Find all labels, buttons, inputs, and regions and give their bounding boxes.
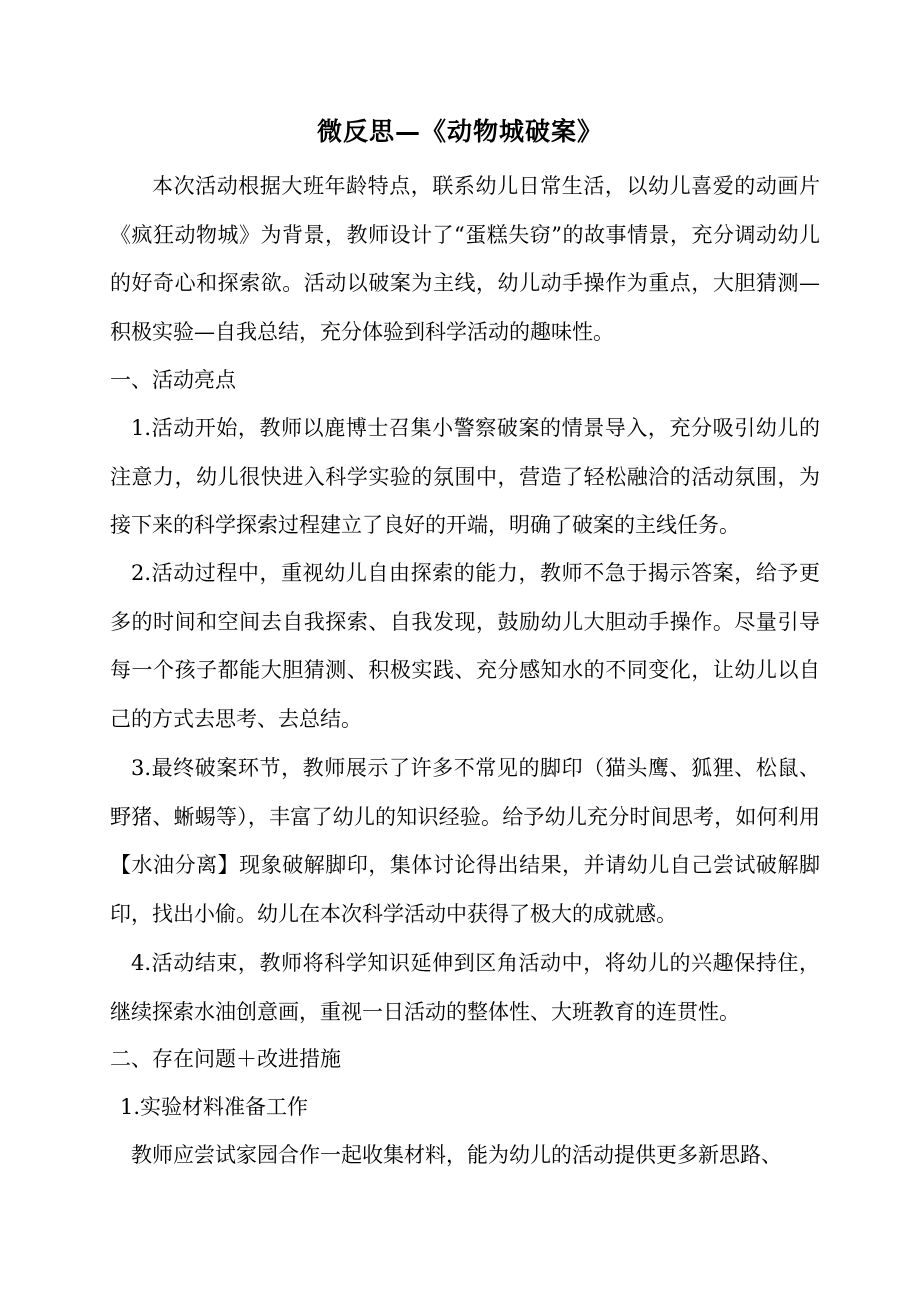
subheading-materials: 1.实验材料准备工作 <box>120 1095 309 1119</box>
intro-paragraph: 本次活动根据大班年龄特点，联系幼儿日常生活，以幼儿喜爱的动画片《疯狂动物城》为背景，教师设计了“蛋糕失窃”的故事情景，充分调动幼儿的好奇心和探索欲。活动以破案为主线，幼儿动手操作为重点，大胆猜测—积极实验—自我总结，充分体验到科学活动的趣味性。 <box>110 174 820 344</box>
highlight-item-4: 4.活动结束，教师将科学知识延伸到区角活动中，将幼儿的兴趣保持住，继续探索水油创意画，重视一日活动的整体性、大班教育的连贯性。 <box>110 951 820 1024</box>
document-title: 微反思—《动物城破案》 <box>316 117 603 146</box>
highlight-item-2: 2.活动过程中，重视幼儿自由探索的能力，教师不急于揭示答案，给予更多的时间和空间去自我探索、自我发现，鼓励幼儿大胆动手操作。尽量引导每一个孩子都能大胆猜测、积极实践、充分感知水的不同变化，让幼儿以自己的方式去思考、去总结。 <box>110 561 820 731</box>
section-heading-problems: 二、存在问题＋改进措施 <box>110 1047 341 1071</box>
section-heading-highlights: 一、活动亮点 <box>110 368 236 392</box>
materials-paragraph: 教师应尝试家园合作一起收集材料，能为幼儿的活动提供更多新思路、 <box>131 1143 782 1167</box>
highlight-item-3: 3.最终破案环节，教师展示了许多不常见的脚印（猫头鹰、狐狸、松鼠、野猪、蜥蜴等），丰富了幼儿的知识经验。给予幼儿充分时间思考，如何利用【水油分离】现象破解脚印，集体讨论得出结果，并请幼儿自己尝试破解脚印，找出小偷。幼儿在本次科学活动中获得了极大的成就感。 <box>110 756 820 926</box>
highlight-item-1: 1.活动开始，教师以鹿博士召集小警察破案的情景导入，充分吸引幼儿的注意力，幼儿很快进入科学实验的氛围中，营造了轻松融洽的活动氛围，为接下来的科学探索过程建立了良好的开端，明确了破案的主线任务。 <box>110 416 820 537</box>
